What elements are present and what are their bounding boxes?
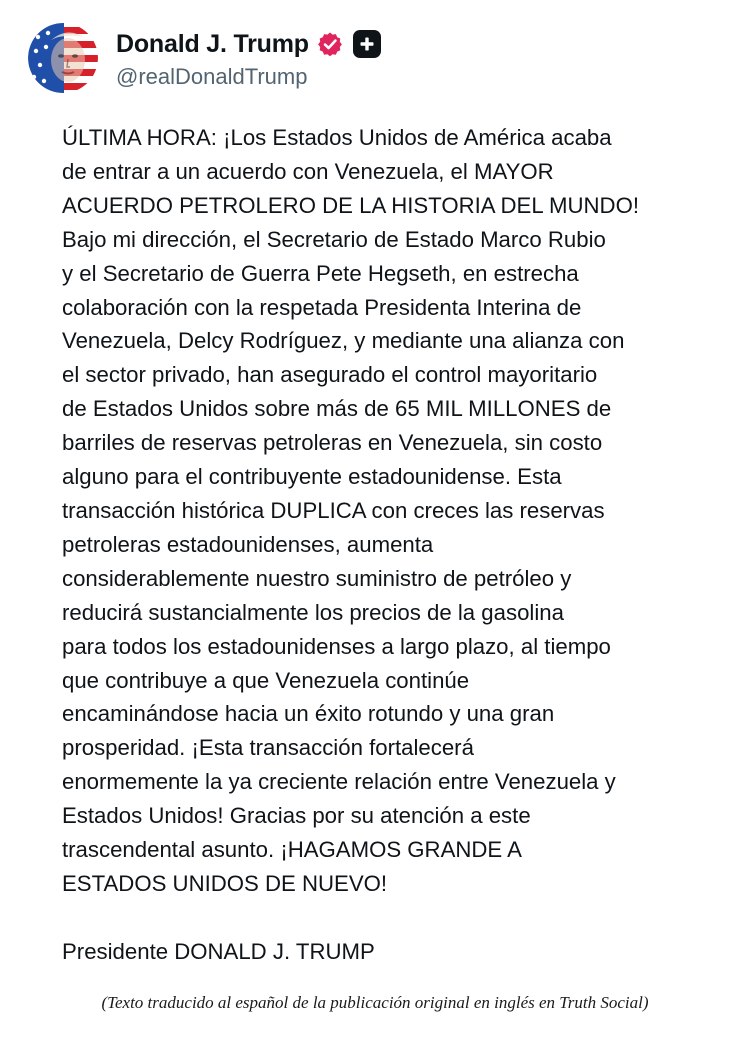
author-identity xyxy=(116,26,381,90)
avatar[interactable] xyxy=(28,23,98,93)
post-text: ÚLTIMA HORA: ¡Los Estados Unidos de América acaba de entrar a un acuerdo con Venezuela, el MAYOR ACUERDO PETROLERO DE LA HISTORIA DEL MUNDO! Bajo mi dirección, el Secretario de Estado Marco Rubio y el Secretario de Guerra Pete Hegseth, en estrecha colaboración con la respetada Presidenta Interina de Venezuela, Delcy Rodríguez, y mediante una alianza con el sector privado, han asegurado el control mayoritario de Estados Unidos sobre más de 65 MIL MILLONES de barriles de reservas petroleras en Venezuela, sin costo alguno para el contribuyente estadounidense. Esta transacción histórica DUPLICA con creces las reservas petroleras estadounidenses, aumenta considerablemente nuestro suministro de petróleo y reducirá sustancialmente los precios de la gasolina para todos los estadounidenses a largo plazo, al tiempo que contribuye a que Venezuela continúe encaminándose hacia un éxito rotundo y una gran prosperidad. ¡Esta transacción fortalecerá enormemente la ya creciente relación entre Venezuela y Estados Unidos! Gracias por su atención a este trascendental asunto. ¡HAGAMOS GRANDE A ESTADOS UNIDOS DE NUEVO! xyxy=(62,125,639,896)
translation-note: (Texto traducido al español de la publicación original en inglés en Truth Social) xyxy=(101,993,649,1012)
avatar-image xyxy=(28,23,98,93)
post-body xyxy=(62,121,702,969)
author-display-name[interactable]: Donald J. Trump xyxy=(116,29,309,58)
plus-icon[interactable] xyxy=(353,30,381,58)
name-row xyxy=(116,26,381,62)
post-header xyxy=(28,22,381,94)
post-signature: Presidente DONALD J. TRUMP xyxy=(62,938,375,964)
author-handle[interactable]: @realDonaldTrump xyxy=(116,64,308,89)
verified-badge-icon xyxy=(317,31,343,57)
